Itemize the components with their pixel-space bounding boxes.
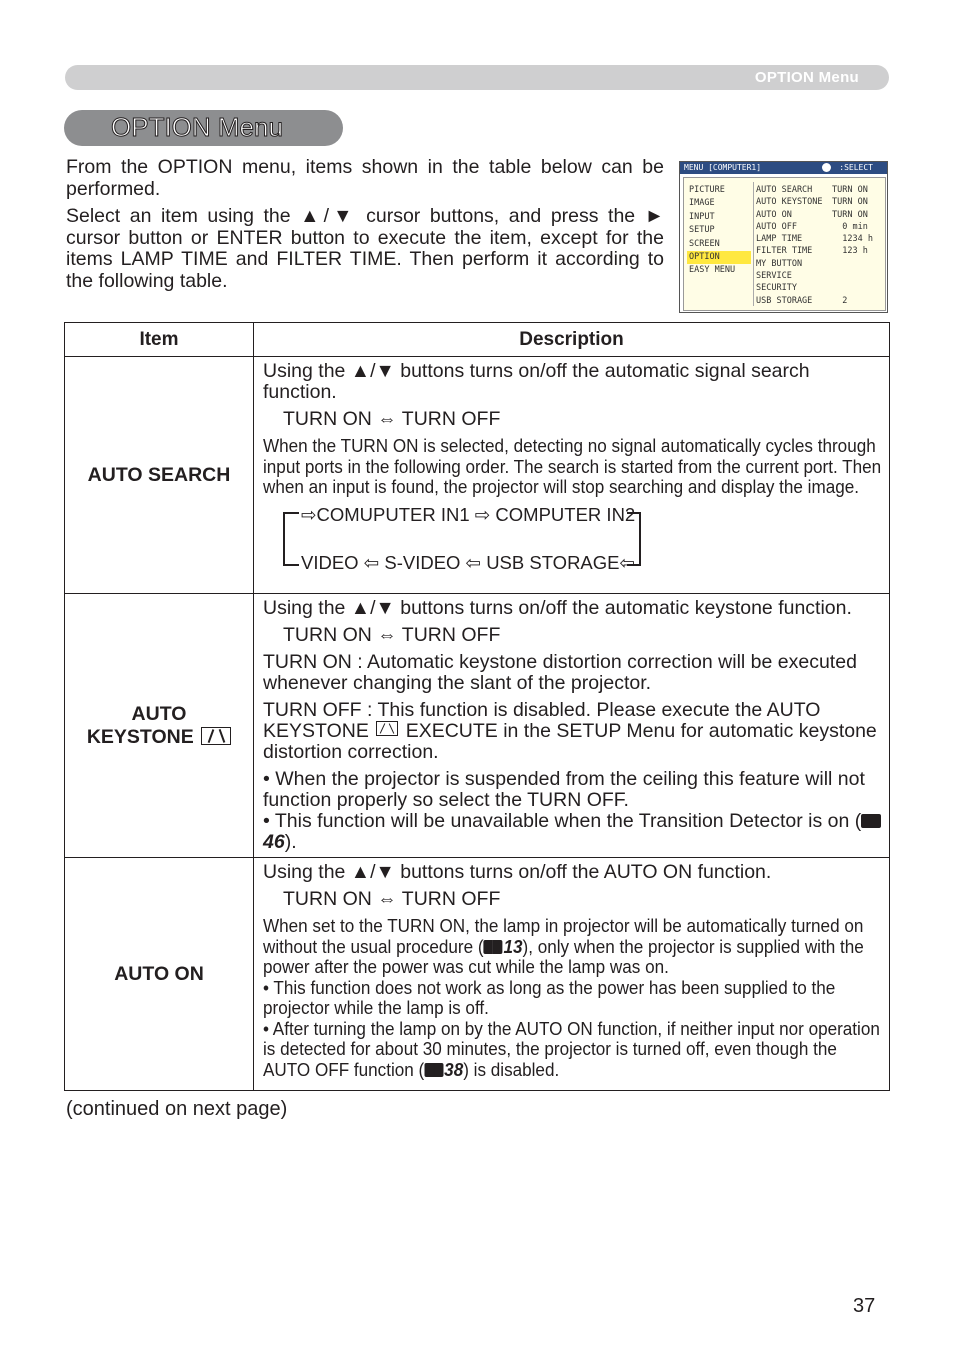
table-header-row: [65, 323, 890, 357]
item-auto-on: AUTO ON: [65, 858, 254, 1091]
osd-select-label: :SELECT: [839, 163, 873, 172]
bullet-text: • When the projector is suspended from the ceiling this feature will not function properly so select the TURN OFF.: [263, 768, 865, 811]
toggle-text: TURN ON ⇔ TURN OFF: [283, 624, 501, 646]
osd-row: [756, 245, 881, 257]
osd-menu-list: [687, 184, 751, 278]
flow-bottom-line: VIDEO ⇦ S-VIDEO ⇦ USB STORAGE⇦: [301, 551, 636, 573]
header-item: Item: [65, 323, 254, 357]
note-text: [263, 916, 881, 978]
toggle-text: TURN ON ⇔ TURN OFF: [283, 408, 501, 430]
osd-row: [756, 233, 881, 245]
option-table: [64, 322, 890, 1091]
toggle-text: TURN ON ⇔ TURN OFF: [283, 888, 501, 910]
osd-row-label: MY BUTTON: [756, 258, 803, 269]
osd-row-label: AUTO SEARCH: [756, 185, 813, 195]
flow-bracket-left: [283, 512, 299, 566]
osd-divider: [753, 182, 754, 306]
page-title-banner: [64, 110, 343, 146]
bullet-text: [263, 811, 883, 853]
item-auto-keystone-line1: AUTO: [131, 702, 187, 725]
osd-row: [756, 270, 881, 282]
osd-row: [756, 209, 881, 221]
desc-notes: [263, 916, 881, 1080]
osd-row-label: AUTO ON: [756, 209, 792, 220]
intro-paragraph-1: From the OPTION menu, items shown in the table below can be performed.: [66, 156, 664, 200]
desc-line: Using the ▲/▼ buttons turns on/off the automatic keystone function.: [263, 597, 852, 619]
desc-auto-keystone: [254, 594, 890, 858]
note-text-b: ), only when the projector is supplied with the power after the power was cut while the lamp was on.: [263, 936, 864, 977]
continued-note: (continued on next page): [66, 1098, 288, 1120]
osd-menu-item: PICTURE: [689, 185, 725, 195]
osd-header-title: MENU [COMPUTER1]: [684, 163, 762, 172]
desc-line: Using the ▲/▼ buttons turns on/off the AUTO ON function.: [263, 861, 772, 883]
bullet-text-b: ) is disabled.: [463, 1059, 560, 1080]
item-auto-keystone: [65, 594, 254, 858]
table-row-auto-keystone: [65, 594, 890, 858]
desc-line: Using the ▲/▼ buttons turns on/off the automatic signal search function.: [263, 360, 810, 403]
book-reference-icon: [484, 939, 503, 954]
turn-off-text-a: TURN OFF : This function is disabled. Please execute the AUTO KEYSTONE: [263, 699, 821, 742]
page-reference: 46: [263, 831, 285, 853]
osd-row: [756, 295, 881, 307]
osd-body: [683, 177, 886, 311]
osd-row-label: LAMP TIME: [756, 234, 803, 245]
book-reference-icon: [861, 813, 881, 828]
desc-note: When the TURN ON is selected, detecting no signal automatically cycles through input ports in the following order. The search is started from the current port. Then when an input is found, the projector will stop searching and display the image.: [263, 436, 882, 497]
search-order-diagram: [263, 504, 883, 574]
osd-row: [756, 282, 881, 294]
osd-row-value: TURN ON: [832, 209, 868, 220]
page-reference: 38: [444, 1059, 464, 1080]
turn-on-text: TURN ON : Automatic keystone distortion correction will be executed whenever changing the slant of the projector.: [263, 651, 857, 694]
turn-off-text: [263, 700, 883, 763]
osd-row-value: TURN ON: [832, 197, 868, 208]
bullet-text-a: • This function will be unavailable when the Transition Detector is on (: [263, 810, 862, 832]
bullet-text: [263, 1019, 881, 1081]
table-row-auto-search: [65, 357, 890, 594]
intro-paragraph-2: Select an item using the ▲/▼ cursor buttons, and press the ► cursor button or ENTER button to execute the item, except for the items LAMP TIME and FILTER TIME. Then perform it according to the following table.: [66, 205, 664, 292]
osd-row-label: AUTO OFF: [756, 221, 797, 232]
book-reference-icon: [424, 1062, 443, 1077]
osd-row-value: 2: [832, 295, 848, 306]
keystone-icon: [376, 721, 398, 736]
osd-row: [756, 184, 881, 196]
section-header-bar: [65, 65, 889, 90]
turn-off-text-b: EXECUTE in the SETUP Menu for automatic keystone distortion correction.: [263, 720, 877, 763]
item-auto-search: AUTO SEARCH: [65, 357, 254, 594]
osd-menu-item: SETUP: [689, 225, 715, 236]
osd-row-value: TURN ON: [832, 185, 868, 195]
osd-menu-screenshot: [679, 161, 888, 313]
flow-top-line: ⇨COMUPUTER IN1 ⇨ COMPUTER IN2: [301, 503, 636, 525]
osd-menu-item-active: OPTION: [687, 251, 751, 264]
osd-menu-item: INPUT: [689, 211, 715, 222]
osd-header: [680, 162, 887, 174]
header-description: Description: [254, 323, 890, 357]
item-auto-keystone-line2: KEYSTONE: [86, 725, 194, 748]
keystone-icon: [201, 727, 231, 745]
osd-row-label: USB STORAGE: [756, 295, 813, 306]
page-reference: 13: [503, 936, 523, 957]
table-row-auto-on: [65, 858, 890, 1091]
osd-row-label: AUTO KEYSTONE: [756, 197, 823, 208]
osd-menu-item: EASY MENU: [689, 265, 736, 276]
desc-auto-on: [254, 858, 890, 1091]
desc-auto-search: [254, 357, 890, 594]
osd-row-label: SECURITY: [756, 283, 797, 294]
osd-row-label: FILTER TIME: [756, 246, 813, 257]
osd-row-label: SERVICE: [756, 271, 792, 282]
osd-row-value: 0 min: [832, 221, 868, 232]
intro-text: [66, 157, 664, 298]
osd-row: [756, 221, 881, 233]
select-icon: [822, 163, 831, 172]
osd-row: [756, 258, 881, 270]
section-header-label: OPTION Menu: [754, 69, 859, 86]
osd-row-value: 1234 h: [832, 234, 873, 245]
bullet-text-b: ).: [284, 831, 297, 853]
bullet-text: • This function does not work as long as the power has been supplied to the projector while the lamp is off.: [263, 977, 836, 1018]
osd-option-list: [756, 184, 881, 307]
osd-menu-item: IMAGE: [689, 198, 715, 209]
osd-menu-item: SCREEN: [689, 238, 720, 249]
page-title: OPTION Menu: [111, 112, 283, 142]
osd-row-value: 123 h: [832, 246, 868, 257]
page-number: 37: [853, 1295, 876, 1317]
bullet-text-a: • After turning the lamp on by the AUTO ON function, if neither input nor operation is detected for about 30 minutes, the projector is turned off, even though the AUTO OFF function (: [263, 1018, 880, 1080]
osd-row: [756, 196, 881, 208]
note-text-a: When set to the TURN ON, the lamp in projector will be automatically turned on without the usual procedure (: [263, 916, 864, 957]
